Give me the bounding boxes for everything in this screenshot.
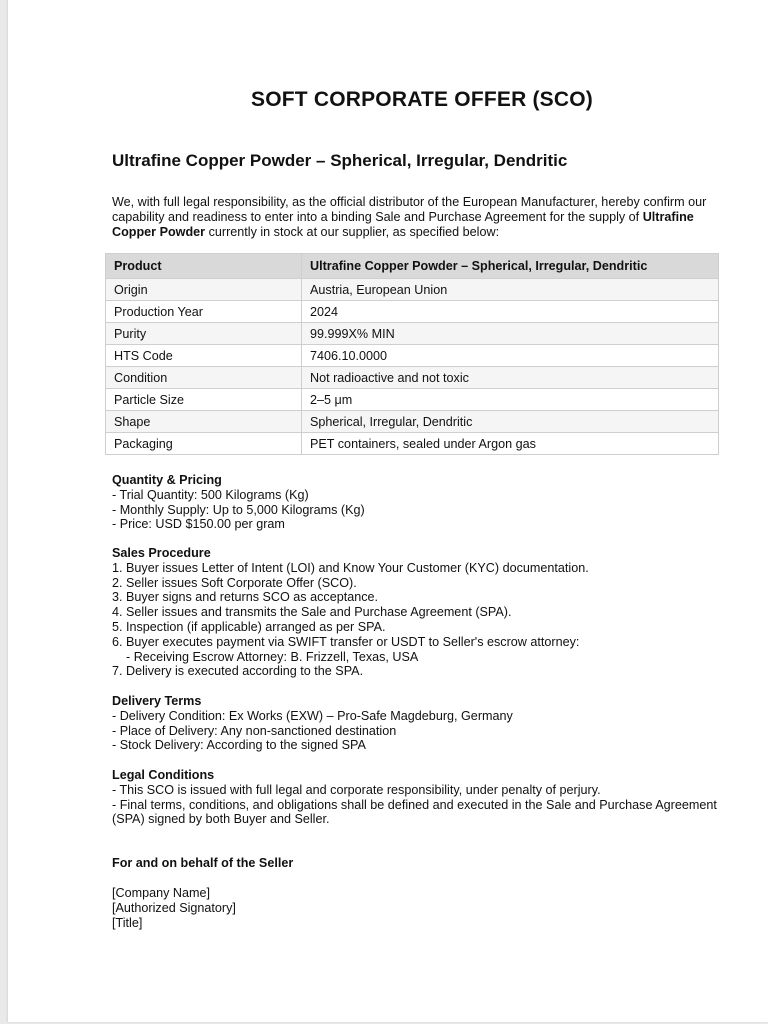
document-page (8, 0, 768, 1022)
list-item: - Monthly Supply: Up to 5,000 Kilograms (Kg) (112, 502, 365, 517)
document-title: SOFT CORPORATE OFFER (SCO) (251, 88, 593, 111)
spec-value: PET containers, sealed under Argon gas (302, 433, 719, 455)
spec-value: 2024 (302, 301, 719, 323)
section-heading: Legal Conditions (112, 768, 215, 782)
intro-paragraph (112, 195, 712, 240)
spec-label: Origin (106, 279, 302, 301)
signature-block (112, 856, 293, 931)
spec-value: 99.999X% MIN (302, 323, 719, 345)
spec-label: Production Year (106, 301, 302, 323)
list-item: 6. Buyer executes payment via SWIFT transfer or USDT to Seller's escrow attorney: (112, 634, 580, 649)
list-item: - Place of Delivery: Any non-sanctioned destination (112, 723, 397, 738)
signature-company: [Company Name] (112, 886, 210, 900)
list-item: - Delivery Condition: Ex Works (EXW) – Pro-Safe Magdeburg, Germany (112, 708, 513, 723)
table-row (106, 433, 719, 455)
spec-table-header (106, 254, 719, 279)
legal-conditions-section (112, 768, 732, 827)
spec-label: Particle Size (106, 389, 302, 411)
spec-label: Purity (106, 323, 302, 345)
intro-product-name: Ultrafine Copper Powder (112, 210, 694, 239)
spec-value: 7406.10.0000 (302, 345, 719, 367)
quantity-pricing-section (112, 473, 732, 532)
list-item: - Trial Quantity: 500 Kilograms (Kg) (112, 487, 309, 502)
list-item: - Stock Delivery: According to the signed SPA (112, 738, 366, 753)
table-row (106, 345, 719, 367)
list-item: 1. Buyer issues Letter of Intent (LOI) and Know Your Customer (KYC) documentation. (112, 560, 589, 575)
table-row (106, 367, 719, 389)
section-heading: Sales Procedure (112, 546, 211, 560)
spec-label: HTS Code (106, 345, 302, 367)
document-subtitle: Ultrafine Copper Powder – Spherical, Irregular, Dendritic (112, 151, 568, 170)
spec-label: Shape (106, 411, 302, 433)
signature-signatory: [Authorized Signatory] (112, 901, 236, 915)
spec-value: Austria, European Union (302, 279, 719, 301)
spec-label: Packaging (106, 433, 302, 455)
table-row (106, 279, 719, 301)
list-item: 5. Inspection (if applicable) arranged as per SPA. (112, 619, 386, 634)
spec-header-label: Product (106, 254, 302, 279)
list-item: - This SCO is issued with full legal and corporate responsibility, under penalty of perjury. (112, 782, 601, 797)
signature-title: [Title] (112, 916, 143, 930)
list-item: 3. Buyer signs and returns SCO as acceptance. (112, 590, 379, 605)
section-heading: Delivery Terms (112, 694, 202, 708)
spec-value: Spherical, Irregular, Dendritic (302, 411, 719, 433)
delivery-terms-section (112, 694, 732, 753)
table-row (106, 411, 719, 433)
section-heading: Quantity & Pricing (112, 473, 222, 487)
table-row (106, 323, 719, 345)
table-row (106, 389, 719, 411)
list-item: - Final terms, conditions, and obligations shall be defined and executed in the Sale and Purchase Agreement (SPA) signed by both Buyer and Seller. (112, 797, 717, 827)
spec-value: 2–5 μm (302, 389, 719, 411)
sales-procedure-section (112, 546, 732, 679)
list-item: 4. Seller issues and transmits the Sale and Purchase Agreement (SPA). (112, 605, 512, 620)
intro-text-after: currently in stock at our supplier, as specified below: (205, 225, 500, 239)
list-subitem: - Receiving Escrow Attorney: B. Frizzell, Texas, USA (126, 649, 419, 664)
signature-heading: For and on behalf of the Seller (112, 856, 294, 870)
spec-label: Condition (106, 367, 302, 389)
table-row (106, 301, 719, 323)
spec-header-value: Ultrafine Copper Powder – Spherical, Irregular, Dendritic (302, 254, 719, 279)
list-item: 7. Delivery is executed according to the SPA. (112, 664, 364, 679)
spec-value: Not radioactive and not toxic (302, 367, 719, 389)
list-item: - Price: USD $150.00 per gram (112, 517, 285, 532)
intro-text-before: We, with full legal responsibility, as the official distributor of the European Manufacturer, hereby confirm our capability and readiness to enter into a binding Sale and Purchase Agreement for the supply of (112, 195, 707, 224)
list-item: 2. Seller issues Soft Corporate Offer (SCO). (112, 575, 357, 590)
spec-table (105, 253, 719, 455)
